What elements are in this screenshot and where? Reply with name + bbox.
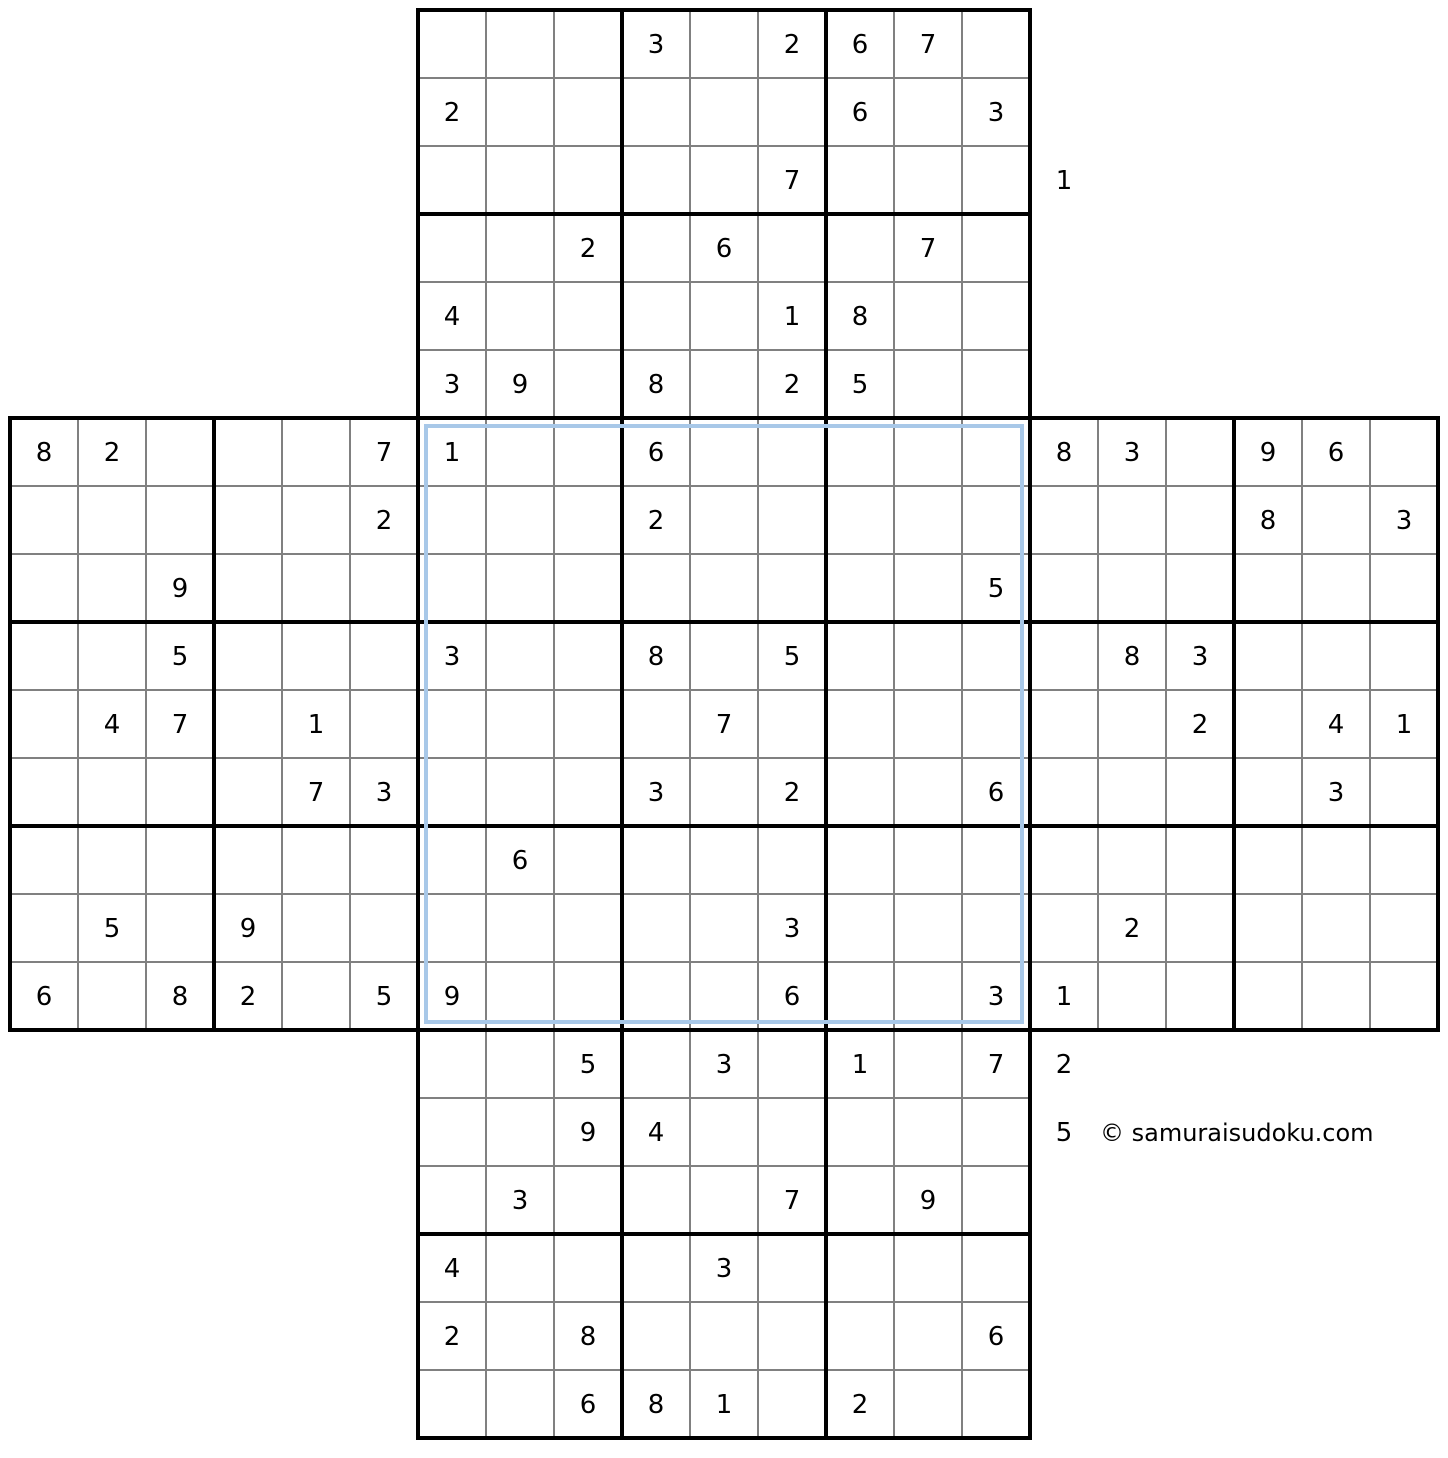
given-digit: 3 xyxy=(783,914,801,944)
given-digit: 2 xyxy=(239,982,257,1012)
given-digit: 5 xyxy=(171,642,189,672)
given-digit: 3 xyxy=(987,982,1005,1012)
given-digit: 2 xyxy=(443,1322,461,1352)
given-digit: 8 xyxy=(1259,506,1277,536)
given-digit: 3 xyxy=(647,778,665,808)
given-digit: 3 xyxy=(1395,506,1413,536)
given-digit: 7 xyxy=(783,166,801,196)
given-digit: 2 xyxy=(783,370,801,400)
given-digit: 5 xyxy=(579,1050,597,1080)
given-digit: 8 xyxy=(851,302,869,332)
given-digit: 2 xyxy=(1123,914,1141,944)
given-digit: 3 xyxy=(375,778,393,808)
given-digit: 9 xyxy=(239,914,257,944)
given-digit: 6 xyxy=(579,1390,597,1420)
given-digit: 4 xyxy=(1327,710,1345,740)
given-digit: 3 xyxy=(511,1186,529,1216)
given-digit: 5 xyxy=(851,370,869,400)
given-digit: 2 xyxy=(103,438,121,468)
given-digit: 3 xyxy=(647,30,665,60)
given-digit: 3 xyxy=(715,1254,733,1284)
given-digit: 3 xyxy=(715,1050,733,1080)
given-digit: 3 xyxy=(1327,778,1345,808)
given-digit: 8 xyxy=(35,438,53,468)
given-digit: 3 xyxy=(987,98,1005,128)
given-digit: 6 xyxy=(715,234,733,264)
given-digit: 6 xyxy=(851,30,869,60)
given-digit: 3 xyxy=(443,642,461,672)
given-digit: 1 xyxy=(1055,166,1073,196)
given-digit: 6 xyxy=(851,98,869,128)
given-digit: 2 xyxy=(783,30,801,60)
given-digit: 7 xyxy=(375,438,393,468)
copyright-watermark: © samuraisudoku.com xyxy=(1100,1119,1374,1147)
given-digit: 6 xyxy=(783,982,801,1012)
given-digit: 9 xyxy=(1259,438,1277,468)
given-digit: 1 xyxy=(715,1390,733,1420)
given-digit: 9 xyxy=(579,1118,597,1148)
given-digit: 3 xyxy=(1191,642,1209,672)
given-digit: 8 xyxy=(647,370,665,400)
given-digit: 1 xyxy=(851,1050,869,1080)
given-digit: 6 xyxy=(987,778,1005,808)
given-digit: 6 xyxy=(647,438,665,468)
given-digit: 8 xyxy=(1123,642,1141,672)
given-digit: 8 xyxy=(579,1322,597,1352)
given-digit: 5 xyxy=(987,574,1005,604)
given-digit: 2 xyxy=(443,98,461,128)
given-digit: 5 xyxy=(1055,1118,1073,1148)
given-digit: 9 xyxy=(511,370,529,400)
given-digit: 4 xyxy=(443,1254,461,1284)
given-digit: 8 xyxy=(647,1390,665,1420)
given-digit: 1 xyxy=(307,710,325,740)
given-digit: 2 xyxy=(1191,710,1209,740)
given-digit: 7 xyxy=(715,710,733,740)
given-digit: 9 xyxy=(171,574,189,604)
given-digit: 2 xyxy=(375,506,393,536)
given-digit: 2 xyxy=(647,506,665,536)
given-digit: 3 xyxy=(1123,438,1141,468)
given-digit: 1 xyxy=(1055,982,1073,1012)
given-digit: 6 xyxy=(1327,438,1345,468)
given-digit: 2 xyxy=(579,234,597,264)
given-digit: 4 xyxy=(647,1118,665,1148)
given-digit: 7 xyxy=(171,710,189,740)
given-digit: 5 xyxy=(103,914,121,944)
given-digit: 3 xyxy=(443,370,461,400)
given-digit: 8 xyxy=(171,982,189,1012)
given-digit: 5 xyxy=(783,642,801,672)
given-digit: 2 xyxy=(851,1390,869,1420)
given-digit: 9 xyxy=(919,1186,937,1216)
given-digit: 5 xyxy=(375,982,393,1012)
given-digit: 2 xyxy=(1055,1050,1073,1080)
given-digit: 6 xyxy=(511,846,529,876)
given-digit: 7 xyxy=(919,30,937,60)
given-digit: 7 xyxy=(987,1050,1005,1080)
given-digit: 7 xyxy=(919,234,937,264)
given-digit: 8 xyxy=(1055,438,1073,468)
given-digit: 1 xyxy=(783,302,801,332)
given-digit: 6 xyxy=(35,982,53,1012)
given-digit: 4 xyxy=(103,710,121,740)
given-digit: 9 xyxy=(443,982,461,1012)
given-digit: 6 xyxy=(987,1322,1005,1352)
given-digit: 1 xyxy=(443,438,461,468)
given-digit: 7 xyxy=(783,1186,801,1216)
given-digit: 4 xyxy=(443,302,461,332)
given-digit: 8 xyxy=(647,642,665,672)
given-digit: 7 xyxy=(307,778,325,808)
given-digits xyxy=(36,30,1448,1420)
given-digit: 2 xyxy=(783,778,801,808)
given-digit: 1 xyxy=(1395,710,1413,740)
